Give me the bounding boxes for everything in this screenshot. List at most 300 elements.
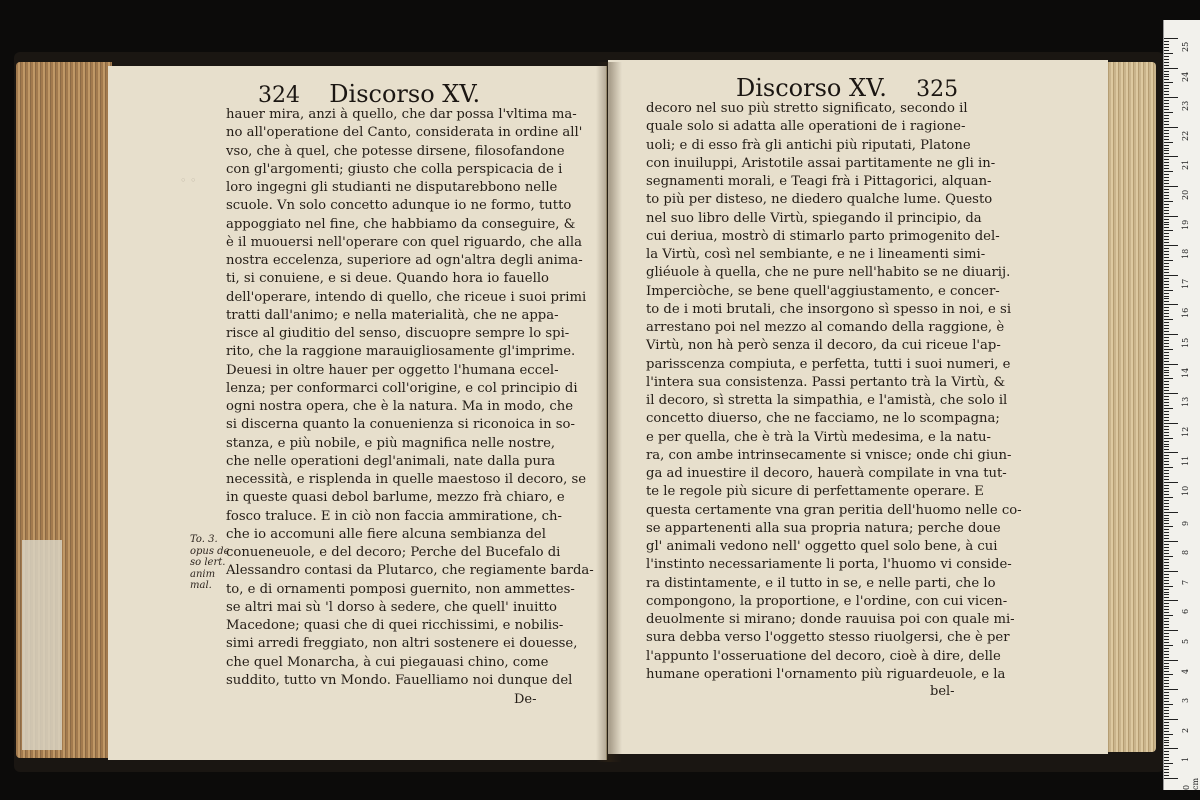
ruler-tick bbox=[1164, 624, 1169, 625]
ruler-tick bbox=[1164, 435, 1169, 436]
ruler-tick bbox=[1164, 728, 1169, 729]
ruler-label: 10 bbox=[1181, 485, 1190, 496]
ruler-tick bbox=[1164, 192, 1169, 193]
ruler-label: 18 bbox=[1181, 249, 1190, 260]
ruler-tick bbox=[1164, 494, 1169, 495]
right-text-line: uoli; e di esso frà gli antichi più riputati, Platone bbox=[646, 137, 971, 153]
right-text-line: parisscenza compiuta, e perfetta, tutti i suoi numeri, e bbox=[646, 356, 1011, 372]
ruler-tick bbox=[1164, 568, 1169, 569]
ruler-tick bbox=[1164, 577, 1169, 578]
right-page-number: 325 bbox=[916, 77, 959, 102]
ruler-tick bbox=[1164, 349, 1173, 350]
ruler-tick bbox=[1164, 630, 1178, 631]
ruler-tick bbox=[1164, 355, 1169, 356]
ruler-tick bbox=[1164, 136, 1169, 137]
ruler-tick bbox=[1164, 683, 1169, 684]
ruler-tick bbox=[1164, 162, 1169, 163]
ruler-tick bbox=[1164, 426, 1169, 427]
ruler-tick bbox=[1164, 150, 1169, 151]
ruler-tick bbox=[1164, 100, 1169, 101]
ruler-tick bbox=[1164, 512, 1178, 513]
ruler-label: 12 bbox=[1181, 426, 1190, 437]
ruler-tick bbox=[1164, 204, 1169, 205]
ruler-tick bbox=[1164, 621, 1169, 622]
ruler-tick bbox=[1164, 657, 1169, 658]
ruler-tick bbox=[1164, 444, 1169, 445]
right-text-line: nel suo libro delle Virtù, spiegando il principio, da bbox=[646, 210, 982, 226]
ruler-tick bbox=[1164, 293, 1169, 294]
ruler-tick bbox=[1164, 272, 1169, 273]
left-page-number: 324 bbox=[258, 83, 300, 108]
ruler-label: 21 bbox=[1181, 160, 1190, 171]
ruler-tick bbox=[1164, 168, 1169, 169]
ruler-tick bbox=[1164, 41, 1169, 42]
ruler-tick bbox=[1164, 145, 1169, 146]
ruler-tick bbox=[1164, 47, 1169, 48]
ruler-tick bbox=[1164, 515, 1169, 516]
left-running-title: Discorso XV. bbox=[329, 80, 481, 108]
ruler-tick bbox=[1164, 310, 1169, 311]
ruler-tick bbox=[1164, 574, 1169, 575]
ruler-label: 15 bbox=[1181, 337, 1190, 348]
ruler-tick bbox=[1164, 74, 1169, 75]
ruler-tick bbox=[1164, 692, 1169, 693]
ruler-tick bbox=[1164, 615, 1173, 616]
ruler-tick bbox=[1164, 248, 1169, 249]
right-text-line: to più per disteso, ne diedero qualche lume. Questo bbox=[646, 192, 993, 208]
ruler-tick bbox=[1164, 559, 1169, 560]
ruler-tick bbox=[1164, 592, 1169, 593]
right-text-line: deuolmente si mirano; donde rauuisa poi con quale mi- bbox=[646, 612, 1015, 627]
right-text-line: ra distintamente, e il tutto in se, e nelle parti, che lo bbox=[646, 575, 996, 591]
ruler-tick bbox=[1164, 704, 1173, 705]
ruler-tick bbox=[1164, 544, 1169, 545]
ruler-tick bbox=[1164, 239, 1169, 240]
ruler-tick bbox=[1164, 671, 1169, 672]
ruler-tick bbox=[1164, 476, 1169, 477]
ruler-tick bbox=[1164, 432, 1169, 433]
ruler-tick bbox=[1164, 470, 1169, 471]
ruler-tick bbox=[1164, 159, 1169, 160]
ruler-tick bbox=[1164, 523, 1169, 524]
left-text-line: che io accomuni alle fiere alcuna sembianza del bbox=[226, 526, 546, 542]
ruler-tick bbox=[1164, 639, 1169, 640]
ruler-tick bbox=[1164, 127, 1178, 128]
ruler-tick bbox=[1164, 597, 1169, 598]
ruler-tick bbox=[1164, 257, 1169, 258]
ruler-tick bbox=[1164, 698, 1169, 699]
ruler-tick bbox=[1164, 121, 1169, 122]
ruler-tick bbox=[1164, 446, 1169, 447]
ruler-tick bbox=[1164, 760, 1169, 761]
ruler-tick bbox=[1164, 417, 1169, 418]
ruler-tick bbox=[1164, 518, 1169, 519]
left-text-line: si discerna quanto la conuenienza si riconoica in so- bbox=[226, 417, 575, 433]
left-text-line: simi arredi freggiato, non altri sostenere ei douesse, bbox=[226, 636, 578, 652]
ruler-tick bbox=[1164, 233, 1169, 234]
ruler-tick bbox=[1164, 62, 1169, 63]
ruler-tick bbox=[1164, 59, 1169, 60]
ruler-tick bbox=[1164, 56, 1169, 57]
left-text-line: conueneuole, e del decoro; Perche del Bucefalo di bbox=[226, 545, 561, 560]
left-text-line: Alessandro contasi da Plutarco, che regiamente barda- bbox=[226, 563, 594, 579]
left-text-line: scuole. Vn solo concetto adunque io ne formo, tutto bbox=[226, 198, 572, 214]
ruler-tick bbox=[1164, 334, 1178, 335]
right-text-line: ga ad inuestire il decoro, hauerà compilate in vna tut- bbox=[646, 466, 1007, 481]
ruler-tick bbox=[1164, 458, 1169, 459]
ruler-tick bbox=[1164, 343, 1169, 344]
right-text-line: se appartenenti alla sua propria natura; perche doue bbox=[646, 520, 1001, 536]
ruler-tick bbox=[1164, 180, 1169, 181]
ruler-tick bbox=[1164, 677, 1169, 678]
ruler-tick bbox=[1164, 612, 1169, 613]
ruler-tick bbox=[1164, 606, 1169, 607]
ruler-tick bbox=[1164, 65, 1169, 66]
left-text-line: ti, si conuiene, e si deue. Quando hora io fauello bbox=[226, 271, 549, 287]
ruler-tick bbox=[1164, 266, 1169, 267]
ruler-tick bbox=[1164, 734, 1173, 735]
ruler-tick bbox=[1164, 775, 1169, 776]
ruler-tick bbox=[1164, 473, 1169, 474]
right-text-line: la Virtù, così nel sembiante, e ne i lineamenti simi- bbox=[646, 247, 986, 262]
ruler-tick bbox=[1164, 411, 1169, 412]
ruler-tick bbox=[1164, 174, 1169, 175]
ruler-tick bbox=[1164, 668, 1169, 669]
ruler-tick bbox=[1164, 94, 1169, 95]
right-text-line: l'appunto l'osseruatione del decoro, cioè à dire, delle bbox=[646, 648, 1001, 664]
ruler-label: 1 bbox=[1181, 757, 1190, 763]
ruler-tick bbox=[1164, 156, 1178, 157]
ruler-tick bbox=[1164, 304, 1178, 305]
ruler-tick bbox=[1164, 189, 1169, 190]
ruler-tick bbox=[1164, 50, 1169, 51]
ruler-label: 17 bbox=[1181, 278, 1190, 289]
ruler-unit-label: 0 cm bbox=[1182, 777, 1200, 790]
ruler-tick bbox=[1164, 589, 1169, 590]
left-text-line: è il muouersi nell'operare con quel riguardo, che alla bbox=[226, 234, 582, 250]
ruler-tick bbox=[1164, 503, 1169, 504]
ruler-tick bbox=[1164, 402, 1169, 403]
right-text-line: to de i moti brutali, che insorgono sì spesso in noi, e si bbox=[646, 301, 1012, 317]
ruler-tick bbox=[1164, 71, 1169, 72]
ruler-tick bbox=[1164, 76, 1169, 77]
ruler-tick bbox=[1164, 429, 1169, 430]
ruler-tick bbox=[1164, 245, 1178, 246]
left-text-line: lenza; per conformarci coll'origine, e col principio di bbox=[226, 380, 578, 396]
left-text-line: appoggiato nel fine, che habbiamo da conseguire, & bbox=[226, 216, 576, 232]
ruler-label: 4 bbox=[1181, 668, 1190, 674]
ruler-tick bbox=[1164, 467, 1173, 468]
left-text-line: risce al giuditio del senso, discuopre sempre lo spi- bbox=[226, 326, 570, 341]
left-text-line: nostra eccelenza, superiore ad ogn'altra degli anima- bbox=[226, 253, 583, 268]
ruler-tick bbox=[1164, 565, 1169, 566]
left-text-line: to, e di ornamenti pomposi guernito, non ammettes- bbox=[226, 581, 575, 597]
ruler-tick bbox=[1164, 707, 1169, 708]
marginal-note: To. 3. opus de so lert. anim mal. bbox=[190, 534, 230, 591]
ruler-label: 8 bbox=[1181, 550, 1190, 556]
right-catchword: bel- bbox=[930, 684, 955, 699]
right-fore-edge bbox=[1104, 62, 1156, 752]
ruler-tick bbox=[1164, 674, 1173, 675]
ruler-tick bbox=[1164, 44, 1169, 45]
right-text-line: gliéuole à quella, che ne pure nell'habito se ne diuarij. bbox=[646, 265, 1011, 281]
right-text-line: quale solo si adatta alle operationi de i ragione- bbox=[646, 119, 966, 135]
ruler-tick bbox=[1164, 666, 1169, 667]
left-text-line: necessità, e risplenda in quelle maestoso il decoro, se bbox=[226, 472, 587, 487]
ruler-tick bbox=[1164, 88, 1169, 89]
ruler-tick bbox=[1164, 520, 1169, 521]
ruler-tick bbox=[1164, 583, 1169, 584]
ruler-tick bbox=[1164, 195, 1169, 196]
ruler-tick bbox=[1164, 269, 1169, 270]
ruler-tick bbox=[1164, 322, 1169, 323]
ruler-tick bbox=[1164, 663, 1169, 664]
measurement-ruler bbox=[1163, 20, 1200, 790]
right-text-line: sura debba verso l'oggetto stesso riuolgersi, che è per bbox=[646, 630, 1010, 646]
ruler-tick bbox=[1164, 112, 1173, 113]
ruler-tick bbox=[1164, 556, 1173, 557]
ruler-tick bbox=[1164, 313, 1169, 314]
ruler-tick bbox=[1164, 740, 1169, 741]
ruler-tick bbox=[1164, 115, 1169, 116]
ruler-tick bbox=[1164, 710, 1169, 711]
ruler-tick bbox=[1164, 124, 1169, 125]
ruler-tick bbox=[1164, 719, 1178, 720]
bleed-through-mark: ◦ ◦ bbox=[180, 174, 197, 187]
left-text-line: tratti dall'animo; e nella materialità, che ne appa- bbox=[226, 307, 559, 323]
ruler-tick bbox=[1164, 222, 1169, 223]
ruler-tick bbox=[1164, 275, 1178, 276]
ruler-tick bbox=[1164, 236, 1169, 237]
ruler-tick bbox=[1164, 91, 1169, 92]
right-text-line: arrestano poi nel mezzo al comando della raggione, è bbox=[646, 320, 1005, 335]
ruler-tick bbox=[1164, 449, 1169, 450]
ruler-tick bbox=[1164, 571, 1178, 572]
ruler-tick bbox=[1164, 488, 1169, 489]
ruler-tick bbox=[1164, 763, 1173, 764]
ruler-tick bbox=[1164, 68, 1178, 69]
left-text-line: dell'operare, intendo di quello, che riceue i suoi primi bbox=[226, 289, 587, 305]
ruler-tick bbox=[1164, 535, 1169, 536]
ruler-tick bbox=[1164, 213, 1169, 214]
left-text-line: no all'operatione del Canto, considerata in ordine all' bbox=[226, 125, 583, 141]
ruler-tick bbox=[1164, 680, 1169, 681]
ruler-tick bbox=[1164, 479, 1169, 480]
right-text-line: Imperciòche, se bene quell'aggiustamento, e concer- bbox=[646, 283, 1000, 299]
ruler-tick bbox=[1164, 713, 1169, 714]
left-text-line: loro ingegni gli studianti ne disputarebbono nelle bbox=[226, 180, 558, 195]
ruler-label: 24 bbox=[1181, 71, 1190, 82]
ruler-tick bbox=[1164, 384, 1169, 385]
ruler-tick bbox=[1164, 260, 1173, 261]
left-text-line: stanza, e più nobile, e più magnifica nelle nostre, bbox=[226, 435, 556, 451]
ruler-tick bbox=[1164, 85, 1169, 86]
ruler-tick bbox=[1164, 352, 1169, 353]
right-text-line: Virtù, non hà però senza il decoro, da cui riceue l'ap- bbox=[646, 338, 1001, 354]
ruler-tick bbox=[1164, 370, 1169, 371]
left-text-line: che quel Monarcha, à cui piegauasi chino, come bbox=[226, 654, 549, 670]
right-text-line: compongono, la proportione, e l'ordine, con cui vicen- bbox=[646, 593, 1008, 609]
right-running-head bbox=[736, 74, 958, 102]
left-running-head bbox=[258, 80, 480, 108]
ruler-tick bbox=[1164, 529, 1169, 530]
ruler-tick bbox=[1164, 420, 1169, 421]
ruler-tick bbox=[1164, 461, 1169, 462]
ruler-tick bbox=[1164, 654, 1169, 655]
ruler-tick bbox=[1164, 660, 1178, 661]
ruler-tick bbox=[1164, 251, 1169, 252]
ruler-tick bbox=[1164, 301, 1169, 302]
ruler-tick bbox=[1164, 201, 1173, 202]
left-text-line: Deuesi in oltre hauer per oggetto l'humana eccel- bbox=[226, 362, 559, 378]
ruler-tick bbox=[1164, 547, 1169, 548]
ruler-tick bbox=[1164, 325, 1169, 326]
ruler-tick bbox=[1164, 538, 1169, 539]
ruler-tick bbox=[1164, 281, 1169, 282]
right-text-line: il decoro, sì stretta la simpathia, e l'amistà, che solo il bbox=[646, 393, 1008, 408]
ruler-tick bbox=[1164, 414, 1169, 415]
ruler-label: 9 bbox=[1181, 520, 1190, 526]
ruler-tick bbox=[1164, 438, 1173, 439]
ruler-tick bbox=[1164, 284, 1169, 285]
right-text-line: l'intera sua consistenza. Passi pertanto trà la Virtù, & bbox=[646, 374, 1006, 390]
ruler-tick bbox=[1164, 139, 1169, 140]
right-text-line: segnamenti morali, e Teagi frà i Pittagorici, alquan- bbox=[646, 174, 992, 189]
ruler-tick bbox=[1164, 745, 1169, 746]
left-catchword: De- bbox=[514, 692, 537, 707]
ruler-tick bbox=[1164, 133, 1169, 134]
ruler-tick bbox=[1164, 600, 1178, 601]
ruler-tick bbox=[1164, 82, 1173, 83]
ruler-tick bbox=[1164, 399, 1169, 400]
left-text-line: suddito, tutto vn Mondo. Fauelliamo noi dunque del bbox=[226, 672, 573, 688]
ruler-tick bbox=[1164, 642, 1169, 643]
ruler-tick bbox=[1164, 177, 1169, 178]
ruler-label: 14 bbox=[1181, 367, 1190, 378]
ruler-tick bbox=[1164, 482, 1178, 483]
ruler-tick bbox=[1164, 532, 1169, 533]
ruler-tick bbox=[1164, 142, 1173, 143]
ruler-tick bbox=[1164, 722, 1169, 723]
ruler-tick bbox=[1164, 378, 1173, 379]
ruler-tick bbox=[1164, 230, 1173, 231]
ruler-tick bbox=[1164, 594, 1169, 595]
ruler-tick bbox=[1164, 751, 1169, 752]
ruler-tick bbox=[1164, 290, 1173, 291]
ruler-tick bbox=[1164, 97, 1178, 98]
ruler-tick bbox=[1164, 651, 1169, 652]
ruler-tick bbox=[1164, 210, 1169, 211]
ruler-tick bbox=[1164, 358, 1169, 359]
ruler-tick bbox=[1164, 186, 1178, 187]
ruler-tick bbox=[1164, 405, 1169, 406]
ruler-tick bbox=[1164, 748, 1178, 749]
ruler-tick bbox=[1164, 633, 1169, 634]
left-page-text bbox=[226, 106, 594, 690]
left-text-line: in queste quasi debol barlume, mezzo frà chiaro, e bbox=[226, 490, 565, 506]
ruler-tick bbox=[1164, 331, 1169, 332]
left-text-line: che nelle operationi degl'animali, nate dalla pura bbox=[226, 453, 556, 469]
ruler-tick bbox=[1164, 509, 1169, 510]
right-text-line: questa certamente vna gran peritia dell'huomo nelle co- bbox=[646, 502, 1022, 518]
ruler-tick bbox=[1164, 648, 1169, 649]
ruler-tick bbox=[1164, 500, 1169, 501]
ruler-tick bbox=[1164, 553, 1169, 554]
ruler-tick bbox=[1164, 393, 1178, 394]
ruler-tick bbox=[1164, 408, 1173, 409]
ruler-tick bbox=[1164, 491, 1169, 492]
ruler-tick bbox=[1164, 198, 1169, 199]
ruler-tick bbox=[1164, 396, 1169, 397]
ruler-tick bbox=[1164, 242, 1169, 243]
ruler-tick bbox=[1164, 381, 1169, 382]
ruler-tick bbox=[1164, 254, 1169, 255]
ruler-tick bbox=[1164, 183, 1169, 184]
ruler-label: 20 bbox=[1181, 189, 1190, 200]
right-text-line: decoro nel suo più stretto significato, secondo il bbox=[646, 101, 968, 116]
ruler-tick bbox=[1164, 636, 1169, 637]
ruler-tick bbox=[1164, 441, 1169, 442]
left-text-line: vso, che à quel, che potesse dirsene, filosofandone bbox=[226, 143, 565, 159]
ruler-tick bbox=[1164, 464, 1169, 465]
right-page-text bbox=[646, 100, 1022, 684]
ruler-tick bbox=[1164, 340, 1169, 341]
ruler-tick bbox=[1164, 618, 1169, 619]
ruler-tick bbox=[1164, 106, 1169, 107]
right-text-line: l'instinto necessariamente li porta, l'huomo vi conside- bbox=[646, 557, 1012, 573]
ruler-tick bbox=[1164, 701, 1169, 702]
right-text-line: gl' animali vedono nell' oggetto quel solo bene, à cui bbox=[646, 539, 998, 554]
ruler-tick bbox=[1164, 148, 1169, 149]
left-text-line: Macedone; quasi che di quei ricchissimi, e nobilis- bbox=[226, 618, 564, 633]
left-text-line: ogni nostra opera, che è la natura. Ma in modo, che bbox=[226, 399, 574, 414]
ruler-label: 19 bbox=[1181, 219, 1190, 230]
ruler-tick bbox=[1164, 731, 1169, 732]
ruler-tick bbox=[1164, 361, 1169, 362]
right-running-title: Discorso XV. bbox=[736, 74, 887, 102]
left-text-line: con gl'argomenti; giusto che colla perspicacia de i bbox=[226, 161, 563, 177]
ruler-tick bbox=[1164, 319, 1173, 320]
ruler-tick bbox=[1164, 103, 1169, 104]
ruler-tick bbox=[1164, 550, 1169, 551]
ruler-tick bbox=[1164, 153, 1169, 154]
ruler-tick bbox=[1164, 754, 1169, 755]
ruler-tick bbox=[1164, 316, 1169, 317]
ruler-tick bbox=[1164, 390, 1169, 391]
ruler-tick bbox=[1164, 130, 1169, 131]
ruler-tick bbox=[1164, 224, 1169, 225]
ruler-tick bbox=[1164, 506, 1169, 507]
ruler-label: 25 bbox=[1181, 41, 1190, 52]
ruler-tick bbox=[1164, 207, 1169, 208]
ruler-tick bbox=[1164, 609, 1169, 610]
ruler-tick bbox=[1164, 423, 1178, 424]
ruler-label: 5 bbox=[1181, 638, 1190, 644]
ruler-tick bbox=[1164, 603, 1169, 604]
left-text-line: rito, che la raggione marauigliosamente gl'imprime. bbox=[226, 344, 576, 360]
gutter-shadow bbox=[596, 62, 622, 762]
left-text-line: se altri mai sù 'l dorso à sedere, che quell' inuitto bbox=[226, 599, 557, 615]
ruler-tick bbox=[1164, 372, 1169, 373]
ruler-tick bbox=[1164, 645, 1173, 646]
ruler-tick bbox=[1164, 79, 1169, 80]
ruler-tick bbox=[1164, 497, 1173, 498]
ruler-tick bbox=[1164, 219, 1169, 220]
ruler-tick bbox=[1164, 165, 1169, 166]
right-text-line: concetto diuerso, che ne facciamo, ne lo scompagna; bbox=[646, 411, 1000, 427]
left-page bbox=[108, 66, 607, 760]
right-text-line: con inuiluppi, Aristotile assai partitamente ne gli in- bbox=[646, 155, 996, 171]
